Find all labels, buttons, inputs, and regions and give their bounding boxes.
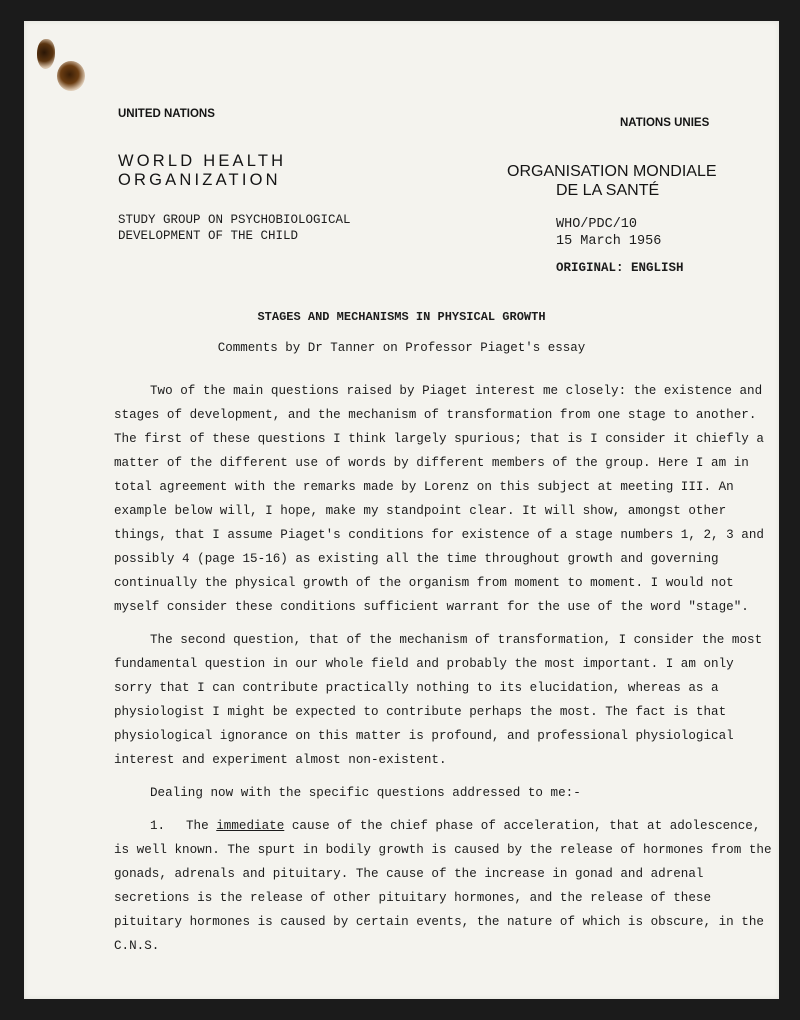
document-body bbox=[114, 379, 774, 967]
document-subtitle: Comments by Dr Tanner on Professor Piaget's essay bbox=[217, 341, 586, 355]
item-lead: The bbox=[186, 819, 209, 833]
numbered-item bbox=[114, 814, 774, 958]
oms-heading bbox=[507, 162, 717, 200]
document-reference bbox=[556, 216, 661, 250]
who-line: WORLD HEALTH bbox=[118, 152, 287, 170]
original-language: ORIGINAL: ENGLISH bbox=[556, 261, 684, 275]
nations-unies-label: NATIONS UNIES bbox=[620, 117, 710, 129]
who-line: ORGANIZATION bbox=[118, 171, 281, 189]
document-page bbox=[24, 21, 779, 999]
study-group-line: DEVELOPMENT OF THE CHILD bbox=[118, 229, 299, 243]
underlined-word: immediate bbox=[216, 819, 285, 833]
study-group-line: STUDY GROUP ON PSYCHOBIOLOGICAL bbox=[118, 213, 351, 227]
paragraph bbox=[114, 379, 774, 619]
oms-line: DE LA SANTÉ bbox=[556, 182, 660, 199]
item-number: 1. bbox=[150, 819, 166, 833]
oms-line: ORGANISATION MONDIALE bbox=[507, 163, 717, 180]
study-group bbox=[118, 212, 351, 244]
doc-date: 15 March 1956 bbox=[556, 234, 662, 249]
paragraph-text: The second question, that of the mechanism of transformation, I consider the most fundamental question in our whole field and probably the most important. I am only sorry that I can contribute practically nothing to its elucidation, whereas as a physiologist I might be expected to contribute perhaps the most. The fact is that physiological ignorance on this matter is profound, and professional physiological interest and experiment almost non-existent. bbox=[114, 633, 763, 767]
paragraph-text: Dealing now with the specific questions addressed to me:- bbox=[150, 786, 581, 800]
burn-stain bbox=[57, 61, 85, 91]
paragraph bbox=[114, 628, 774, 772]
who-heading bbox=[118, 152, 286, 190]
paragraph bbox=[114, 781, 774, 805]
paragraph-text: Two of the main questions raised by Piaget interest me closely: the existence and stages of development, and the mechanism of transformation from one stage to another. The first of these questions I think largely spurious; that is I consider it chiefly a matter of the different use of words by different members of the group. Here I am in total agreement with the remarks made by Lorenz on this subject at meeting III. An example below will, I hope, make my standpoint clear. It will show, amongst other things, that I assume Piaget's conditions for existence of a stage numbers 1, 2, 3 and possibly 4 (page 15-16) as existing all the time throughout growth and governing continually the physical growth of the organism from moment to moment. I would not myself consider these conditions sufficient warrant for the use of the word "stage". bbox=[114, 384, 764, 614]
united-nations-label: UNITED NATIONS bbox=[118, 108, 215, 120]
burn-stain bbox=[37, 39, 55, 69]
item-text: cause of the chief phase of acceleration, that at adolescence, is well known. The spurt in bodily growth is caused by the release of hormones from the gonads, adrenals and pituitary. The cause of the increase in gonad and adrenal secretions is the release of other pituitary hormones, and the release of these pituitary hormones is caused by certain events, the nature of which is obscure, in the C.N.S. bbox=[114, 819, 772, 953]
doc-ref: WHO/PDC/10 bbox=[556, 217, 638, 232]
document-title: STAGES AND MECHANISMS IN PHYSICAL GROWTH bbox=[257, 310, 546, 324]
